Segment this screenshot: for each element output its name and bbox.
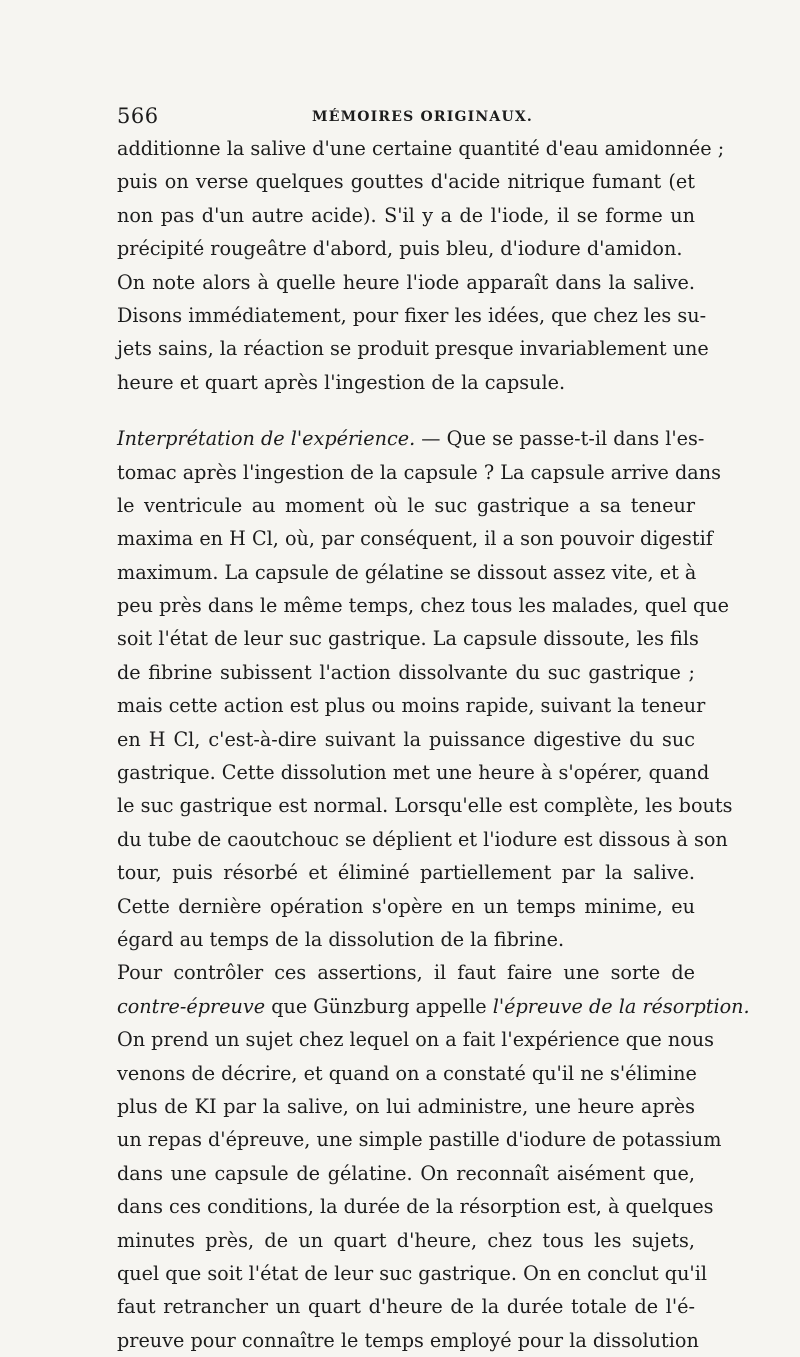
text-line: non pas d'un autre acide). S'il y a de l'iode, il se forme un [117,203,695,227]
text-line [117,990,750,1023]
text-line: maximum. La capsule de gélatine se dissout assez vite, et à [117,560,697,584]
text-line: maxima en H Cl, où, par conséquent, il a son pouvoir digestif [117,527,713,551]
text-line: puis on verse quelques gouttes d'acide nitrique fumant (et [117,170,695,194]
paragraph-2 [117,266,709,400]
text-line: venons de décrire, et quand on a constaté qu'il ne s'élimine [117,1061,697,1085]
text-line: gastrique. Cette dissolution met une heure à s'opérer, quand [117,761,710,785]
text-line: égard au temps de la dissolution de la fibrine. [117,927,565,951]
italic-term: l'épreuve de la résorption. [492,994,750,1018]
text-line: Cette dernière opération s'opère en un temps minime, eu [117,894,695,918]
paragraph-4 [117,956,750,1357]
text-line: peu près dans le même temps, chez tous les malades, quel que [117,594,730,618]
text-line: le suc gastrique est normal. Lorsqu'elle est complète, les bouts [117,794,733,818]
text-line: Disons immédiatement, pour fixer les idées, que chez les su- [117,303,707,327]
running-head: MÉMOIRES ORIGINAUX. [312,109,533,125]
text-line: tour, puis résorbé et éliminé partiellement par la salive. [117,861,695,885]
section-heading: Interprétation de l'expérience. [117,427,416,451]
text-line: jets sains, la réaction se produit presque invariablement une [117,337,709,361]
page-header [117,104,687,130]
paragraph-spacer [117,399,695,422]
text-line: en H Cl, c'est-à-dire suivant la puissance digestive du suc [117,727,695,751]
text-line: On note alors à quelle heure l'iode apparaît dans la salive. [117,270,695,294]
paragraph-1 [117,132,725,266]
text-line: additionne la salive d'une certaine quantité d'eau amidonnée ; [117,137,725,160]
text-line: soit l'état de leur suc gastrique. La capsule dissoute, les fils [117,627,699,651]
text-line: heure et quart après l'ingestion de la capsule. [117,370,566,394]
text-line: faut retrancher un quart d'heure de la durée totale de l'é- [117,1295,695,1319]
paragraph-3 [117,422,733,956]
text-line: tomac après l'ingestion de la capsule ? La capsule arrive dans [117,460,721,484]
page-number: 566 [117,104,159,128]
text-run: que Günzburg appelle [265,994,493,1018]
body-text [117,132,750,1357]
text-line: dans une capsule de gélatine. On reconnaît aisément que, [117,1161,695,1185]
italic-term: contre-épreuve [117,994,266,1018]
text-line: précipité rougeâtre d'abord, puis bleu, d'iodure d'amidon. [117,237,683,261]
text-run: — Que se passe-t-il dans l'es- [415,427,705,451]
text-line [117,422,705,455]
text-line: de fibrine subissent l'action dissolvante du suc gastrique ; [117,660,695,684]
text-line: un repas d'épreuve, une simple pastille d'iodure de potassium [117,1128,722,1152]
text-line: minutes près, de un quart d'heure, chez tous les sujets, [117,1228,695,1252]
text-line: plus de KI par la salive, on lui administre, une heure après [117,1094,695,1118]
text-line: mais cette action est plus ou moins rapide, suivant la teneur [117,694,706,718]
text-line: du tube de caoutchouc se déplient et l'iodure est dissous à son [117,827,728,851]
text-line: preuve pour connaître le temps employé pour la dissolution [117,1328,699,1352]
text-line: dans ces conditions, la durée de la résorption est, à quelques [117,1195,714,1219]
text-line: le ventricule au moment où le suc gastrique a sa teneur [117,493,695,517]
text-line: quel que soit l'état de leur suc gastrique. On en conclut qu'il [117,1261,707,1285]
text-line: On prend un sujet chez lequel on a fait l'expérience que nous [117,1028,714,1052]
text-line: Pour contrôler ces assertions, il faut faire une sorte de [117,961,695,985]
